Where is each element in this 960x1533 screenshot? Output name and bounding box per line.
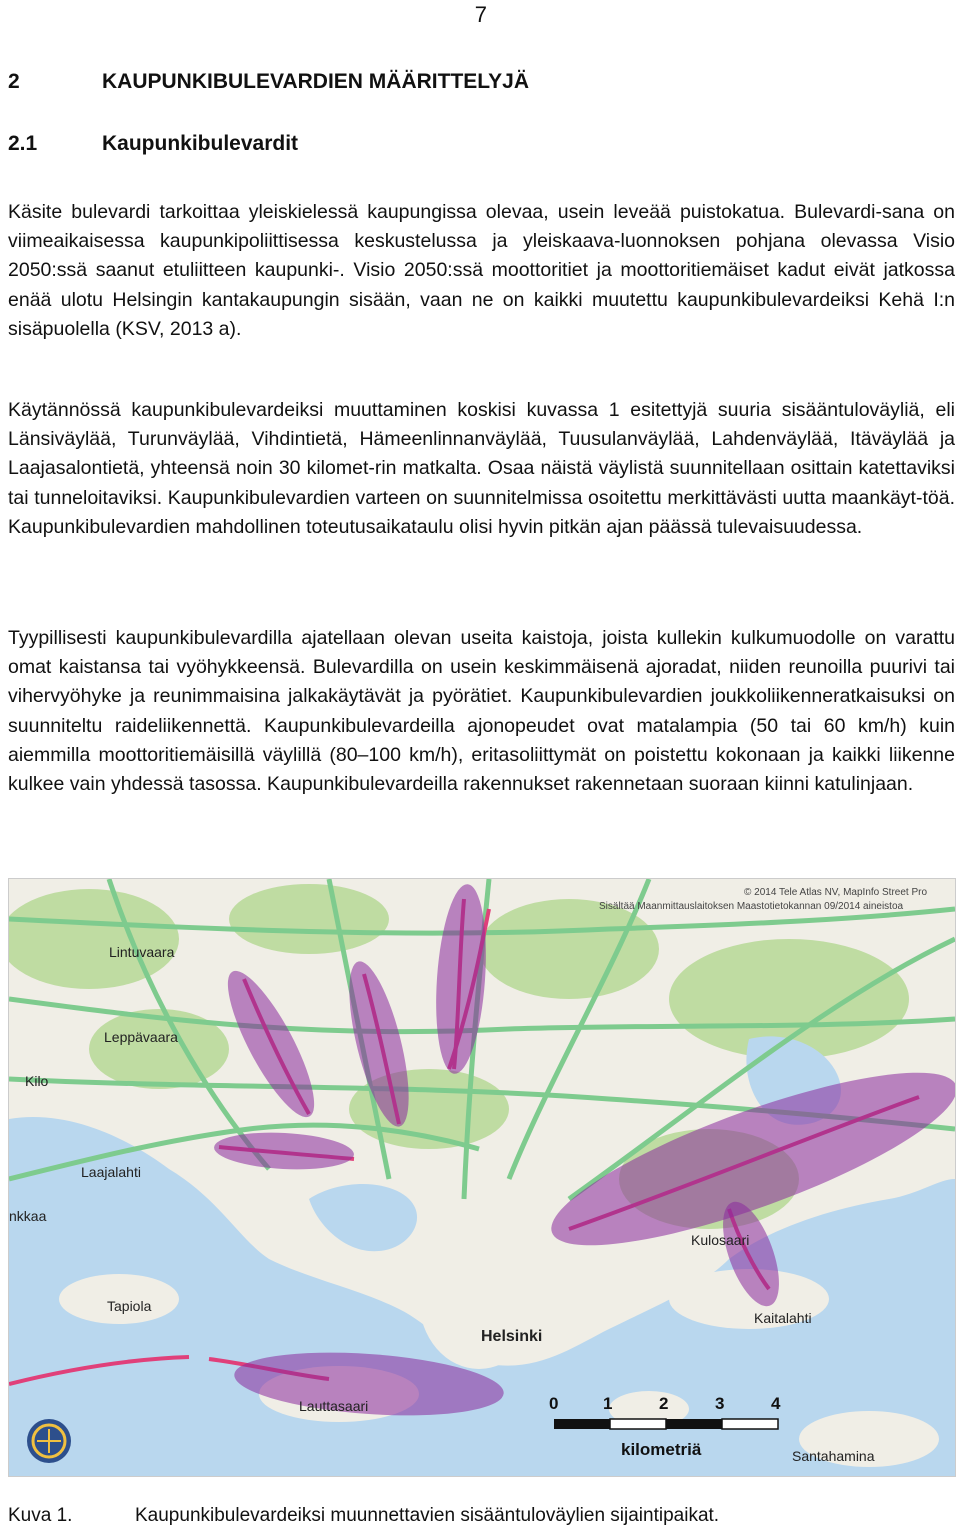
place-tapiola: Tapiola [107, 1298, 152, 1314]
page-number: 7 [474, 2, 487, 27]
paragraph-1: Käsite bulevardi tarkoittaa yleiskielessä kaupungissa olevaa, usein leveää puistokatua. Bulevardi-sana on viimeaikaisessa kaupunkipoliittisessa keskustelussa ja yleiskaava-luonnoksen pohjana olevassa Visio 2050:ssä saanut etuliitteen kaupunki-. Visio 2050:ssä moottoritiet ja moottoritiemäiset kadut eivät jatkossa enää ulotu Helsingin kantakaupungin sisään, vaan ne on kaikki muutettu kaupunkibulevardeiksi Kehä I:n sisäpuolella (KSV, 2013 a). [8, 201, 955, 340]
place-nkkaa: nkkaa [9, 1208, 47, 1224]
chapter-title: KAUPUNKIBULEVARDIEN MÄÄRITTELYJÄ [102, 70, 530, 93]
scale-tick-0: 0 [549, 1394, 559, 1413]
place-kilo: Kilo [25, 1073, 49, 1089]
caption-label: Kuva 1. [8, 1505, 73, 1526]
scale-unit: kilometriä [621, 1440, 702, 1459]
scale-tick-2: 2 [659, 1394, 669, 1413]
place-kulosaari: Kulosaari [691, 1232, 750, 1248]
scale-tick-4: 4 [771, 1394, 781, 1413]
section-heading [8, 132, 298, 156]
map-svg [9, 879, 955, 1476]
copyright-line-1: © 2014 Tele Atlas NV, MapInfo Street Pro [744, 887, 928, 898]
paragraph-3: Tyypillisesti kaupunkibulevardilla ajatellaan olevan useita kaistoja, joista kullekin kulkumuodolle on varattu omat kaistansa tai vyöhykkeensä. Bulevardilla on usein keskimmäisenä ajoradat, niiden reunoilla puurivi tai vihervyöhyke ja reunimmaisina jalkakäytävät ja pyörätiet. Kaupunkibulevardien joukkoliikenneratkaisuksi on suunniteltu raideliikennettä. Kaupunkibulevardeilla ajonopeudet ovat matalampia (50 tai 60 km/h) kuin aiemmilla moottoritiemäisillä väylillä (80–100 km/h), eritasoliittymät on poistettu kokonaan ja kaikki liikenne kulkee vain yhdessä tasossa. Kaupunkibulevardeilla rakennukset rakennetaan suoraan kiinni katulinjaan. [8, 627, 955, 796]
place-lintuvaara: Lintuvaara [109, 944, 175, 960]
place-helsinki: Helsinki [481, 1328, 543, 1345]
figure-caption [8, 1505, 719, 1527]
place-kaitalahti: Kaitalahti [754, 1310, 812, 1326]
section-number: 2.1 [8, 132, 38, 155]
section-title: Kaupunkibulevardit [102, 132, 299, 155]
scale-tick-1: 1 [603, 1394, 613, 1413]
paragraph-2: Käytännössä kaupunkibulevardeiksi muuttaminen koskisi kuvassa 1 esitettyjä suuria sisääntuloväyliä, eli Länsiväylää, Turunväylää, Vihdintietä, Hämeenlinnanväylää, Tuusulanväylää, Lahdenväylää, Itäväylää ja Laajasalontietä, yhteensä noin 30 kilomet-rin matkalta. Osaa näistä väylistä suunnitellaan osittain katettaviksi tai tunneloitaviksi. Kaupunkibulevardien varteen on suunnitelmissa osoitettu merkittävästi uutta maankäyt-töä. Kaupunkibulevardien mahdollinen toteutusaikataulu olisi hyvin pitkän ajan päässä tulevaisuudessa. [8, 399, 955, 538]
place-lauttasaari: Lauttasaari [299, 1398, 369, 1414]
scale-tick-3: 3 [715, 1394, 725, 1413]
chapter-heading [8, 70, 529, 94]
place-santahamina: Santahamina [792, 1448, 875, 1464]
helsinki-boulevard-map [8, 878, 956, 1477]
chapter-number: 2 [8, 70, 20, 93]
place-leppavaara: Leppävaara [104, 1029, 178, 1045]
compass-logo-icon [27, 1419, 71, 1463]
copyright-line-2: Sisältää Maanmittauslaitoksen Maastotietokannan 09/2014 aineistoa [599, 901, 904, 912]
caption-text: Kaupunkibulevardeiksi muunnettavien sisääntuloväylien sijaintipaikat. [135, 1505, 720, 1526]
place-laajalahti: Laajalahti [81, 1164, 141, 1180]
